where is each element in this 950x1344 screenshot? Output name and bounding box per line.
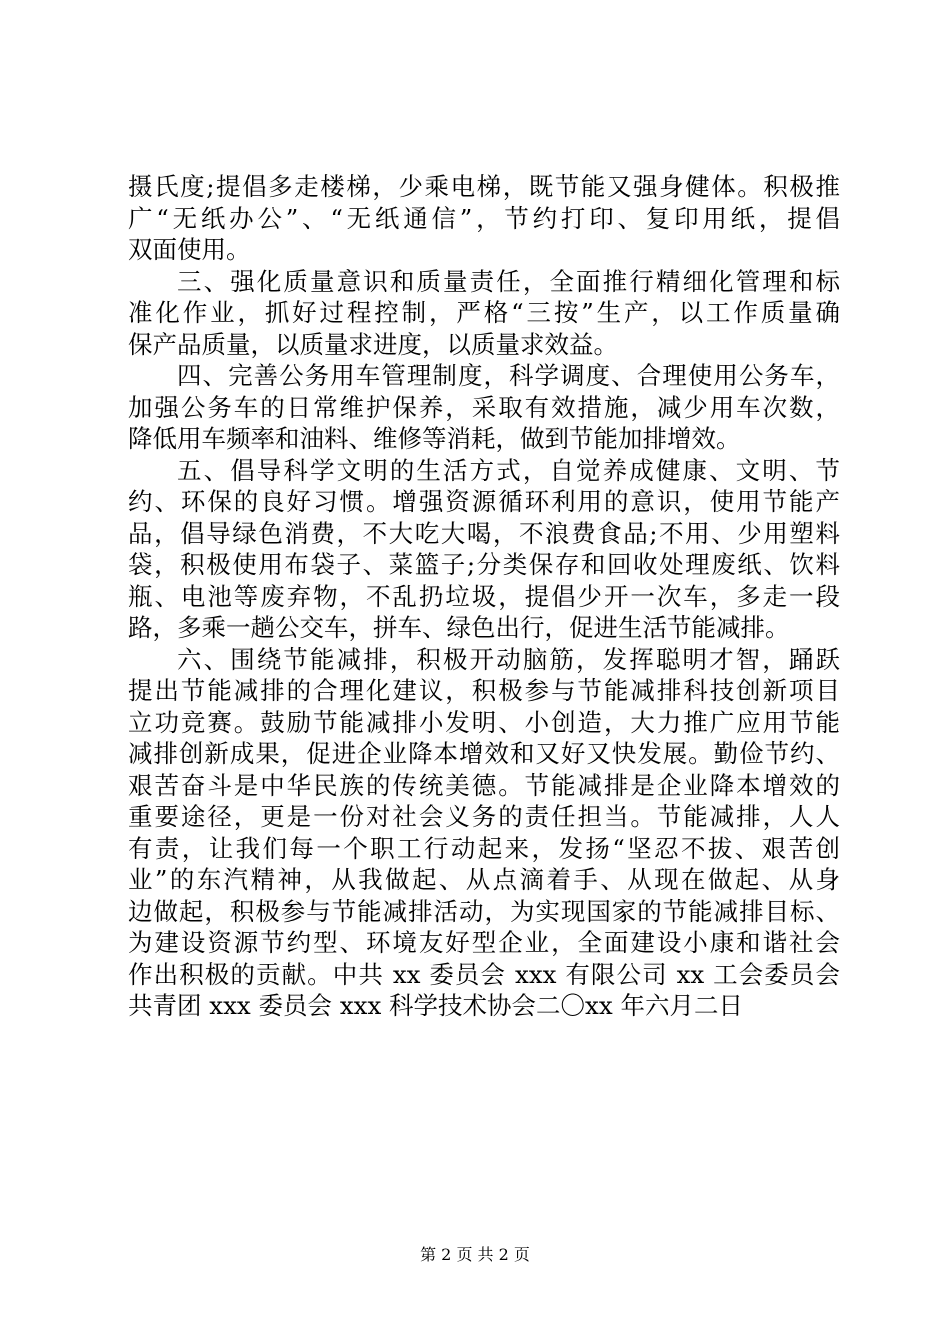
text-line: 减排创新成果，促进企业降本增效和又好又快发展。勤俭节约、 bbox=[128, 739, 840, 768]
text-line: 路，多乘一趟公交车，拼车、绿色出行，促进生活节能减排。 bbox=[128, 613, 790, 642]
text-line: 共青团 xxx 委员会 xxx 科学技术协会二〇xx 年六月二日 bbox=[128, 991, 743, 1020]
text-line: 准化作业，抓好过程控制，严格“三按”生产，以工作质量确 bbox=[128, 298, 840, 327]
text-line: 有责，让我们每一个职工行动起来，发扬“坚忍不拔、艰苦创 bbox=[128, 833, 840, 863]
text-line: 品，倡导绿色消费，不大吃大喝，不浪费食品;不用、少用塑料 bbox=[128, 518, 840, 548]
text-line: 袋，积极使用布袋子、菜篮子;分类保存和回收处理废纸、饮料 bbox=[128, 550, 840, 579]
paragraph-first-line: 四、完善公务用车管理制度，科学调度、合理使用公务车， bbox=[177, 361, 840, 390]
text-line: 作出积极的贡献。中共 xx 委员会 xxx 有限公司 xx 工会委员会 bbox=[128, 959, 840, 989]
text-line: 重要途径，更是一份对社会义务的责任担当。节能减排，人人 bbox=[128, 802, 840, 831]
page-number-footer: 第 2 页 共 2 页 bbox=[420, 1245, 530, 1264]
text-line: 边做起，积极参与节能减排活动，为实现国家的节能减排目标、 bbox=[128, 896, 840, 926]
text-line: 约、环保的良好习惯。增强资源循环利用的意识，使用节能产 bbox=[128, 487, 840, 516]
document-body bbox=[128, 171, 840, 1022]
paragraph-first-line: 五、倡导科学文明的生活方式，自觉养成健康、文明、节 bbox=[177, 455, 840, 485]
text-line: 降低用车频率和油料、维修等消耗，做到节能加排增效。 bbox=[128, 424, 741, 453]
text-line: 双面使用。 bbox=[128, 235, 251, 264]
text-line: 业”的东汽精神，从我做起、从点滴着手、从现在做起、从身 bbox=[128, 865, 840, 894]
text-line: 广“无纸办公”、“无纸通信”，节约打印、复印用纸，提倡 bbox=[128, 203, 840, 233]
text-line: 加强公务车的日常维护保养，采取有效措施，减少用车次数， bbox=[128, 392, 840, 422]
text-line: 提出节能减排的合理化建议，积极参与节能减排科技创新项目 bbox=[128, 676, 840, 705]
text-line: 瓶、电池等废弃物，不乱扔垃圾，提倡少开一次车，多走一段 bbox=[128, 581, 840, 611]
paragraph-first-line: 三、强化质量意识和质量责任，全面推行精细化管理和标 bbox=[177, 266, 840, 296]
text-line: 立功竞赛。鼓励节能减排小发明、小创造，大力推广应用节能 bbox=[128, 707, 840, 737]
text-line: 为建设资源节约型、环境友好型企业，全面建设小康和谐社会 bbox=[128, 928, 840, 957]
paragraph-first-line: 六、围绕节能减排，积极开动脑筋，发挥聪明才智，踊跃 bbox=[177, 644, 840, 674]
text-line: 艰苦奋斗是中华民族的传统美德。节能减排是企业降本增效的 bbox=[128, 770, 840, 800]
text-line: 摄氏度;提倡多走楼梯，少乘电梯，既节能又强身健体。积极推 bbox=[128, 172, 840, 201]
text-line: 保产品质量，以质量求进度，以质量求效益。 bbox=[128, 329, 618, 359]
